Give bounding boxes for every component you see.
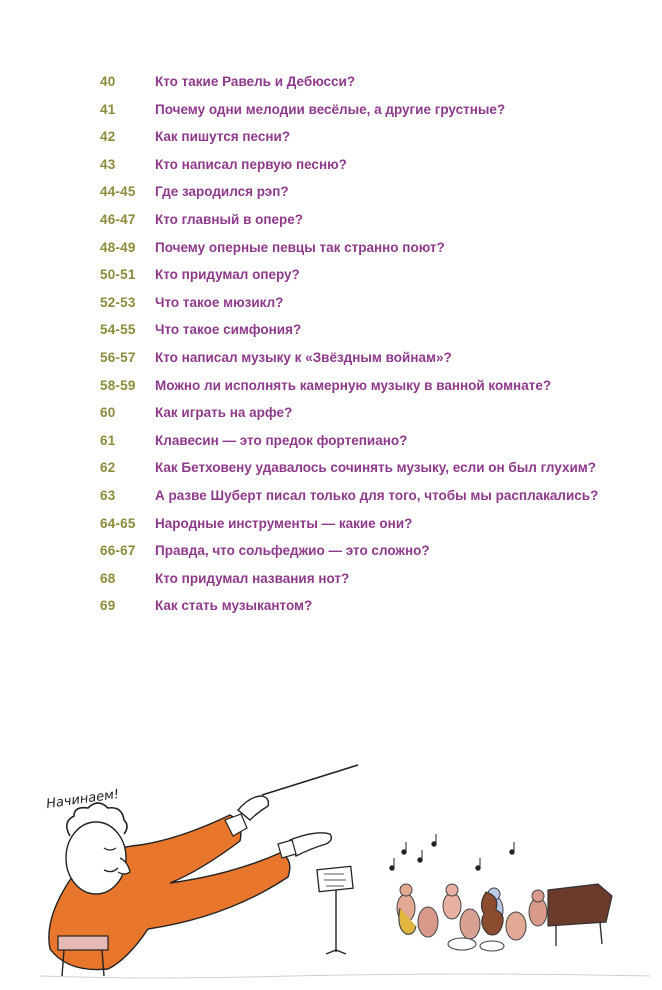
toc-page-number: 68 <box>100 570 116 586</box>
toc-row[interactable] <box>100 102 640 130</box>
toc-page-number: 61 <box>100 432 116 448</box>
drum <box>448 938 476 950</box>
toc-row[interactable] <box>100 350 640 378</box>
conductor-illustration <box>0 740 662 990</box>
toc-page-number: 43 <box>100 156 116 172</box>
toc-page-number: 50-51 <box>100 267 136 283</box>
toc-title: Народные инструменты — какие они? <box>155 515 413 531</box>
toc-row[interactable] <box>100 433 640 461</box>
toc-row[interactable] <box>100 129 640 157</box>
toc-page-number: 64-65 <box>100 515 136 531</box>
toc-page-number: 42 <box>100 129 116 145</box>
toc-page-number: 62 <box>100 460 116 476</box>
toc-title: Что такое мюзикл? <box>155 294 284 310</box>
toc-page-number: 56-57 <box>100 349 136 365</box>
toc-title: Почему одни мелодии весёлые, а другие грустные? <box>155 101 506 117</box>
toc-row[interactable] <box>100 543 640 571</box>
toc-page-number: 44-45 <box>100 184 136 200</box>
toc-title: Где зародился рэп? <box>155 184 289 200</box>
toc-page-number: 58-59 <box>100 377 136 393</box>
toc-title: Как Бетховену удавалось сочинять музыку, если он был глухим? <box>155 460 597 476</box>
toc-row[interactable] <box>100 212 640 240</box>
toc-title: А разве Шуберт писал только для того, чтобы мы расплакались? <box>155 487 599 503</box>
toc-row[interactable] <box>100 74 640 102</box>
baton <box>262 765 358 795</box>
toc-title: Кто придумал оперу? <box>155 267 300 283</box>
toc-page-number: 63 <box>100 487 116 503</box>
toc-page-number: 40 <box>100 74 116 89</box>
toc-row[interactable] <box>100 488 640 516</box>
toc-page-number: 46-47 <box>100 211 136 227</box>
toc-page-number: 60 <box>100 405 116 421</box>
toc-page-number: 69 <box>100 598 116 614</box>
toc-title: Кто написал первую песню? <box>155 156 347 172</box>
speech-text: Начинаем! <box>45 786 121 813</box>
conductor-head <box>66 822 126 894</box>
toc-page-number: 66-67 <box>100 543 136 559</box>
toc-title: Почему оперные певцы так странно поют? <box>155 239 445 255</box>
mouse-orchestra <box>397 884 547 940</box>
toc-title: Как пишутся песни? <box>155 129 291 145</box>
table-of-contents <box>100 74 640 626</box>
toc-row[interactable] <box>100 157 640 185</box>
cello <box>481 892 503 935</box>
piano <box>548 884 612 926</box>
toc-title: Что такое симфония? <box>155 322 302 338</box>
stool <box>58 936 108 950</box>
toc-row[interactable] <box>100 598 640 626</box>
toc-row[interactable] <box>100 516 640 544</box>
toc-title: Кто придумал названия нот? <box>155 570 350 586</box>
toc-title: Как стать музыкантом? <box>155 598 313 614</box>
toc-row[interactable] <box>100 240 640 268</box>
toc-row[interactable] <box>100 267 640 295</box>
toc-title: Правда, что сольфеджио — это сложно? <box>155 543 430 559</box>
toc-row[interactable] <box>100 460 640 488</box>
music-notes <box>390 834 514 870</box>
toc-row[interactable] <box>100 184 640 212</box>
toc-title: Клавесин — это предок фортепиано? <box>155 432 408 448</box>
toc-page-number: 48-49 <box>100 239 136 255</box>
toc-title: Можно ли исполнять камерную музыку в ванной комнате? <box>155 377 552 393</box>
music-stand <box>317 866 353 891</box>
toc-row[interactable] <box>100 295 640 323</box>
toc-page-number: 54-55 <box>100 322 136 338</box>
toc-title: Кто написал музыку к «Звёздным войнам»? <box>155 349 452 365</box>
toc-title: Кто такие Равель и Дебюсси? <box>155 74 356 89</box>
toc-row[interactable] <box>100 571 640 599</box>
toc-title: Кто главный в опере? <box>155 211 304 227</box>
toc-row[interactable] <box>100 405 640 433</box>
toc-page-number: 52-53 <box>100 294 136 310</box>
toc-title: Как играть на арфе? <box>155 405 293 421</box>
toc-row[interactable] <box>100 322 640 350</box>
toc-row[interactable] <box>100 378 640 406</box>
toc-page-number: 41 <box>100 101 116 117</box>
